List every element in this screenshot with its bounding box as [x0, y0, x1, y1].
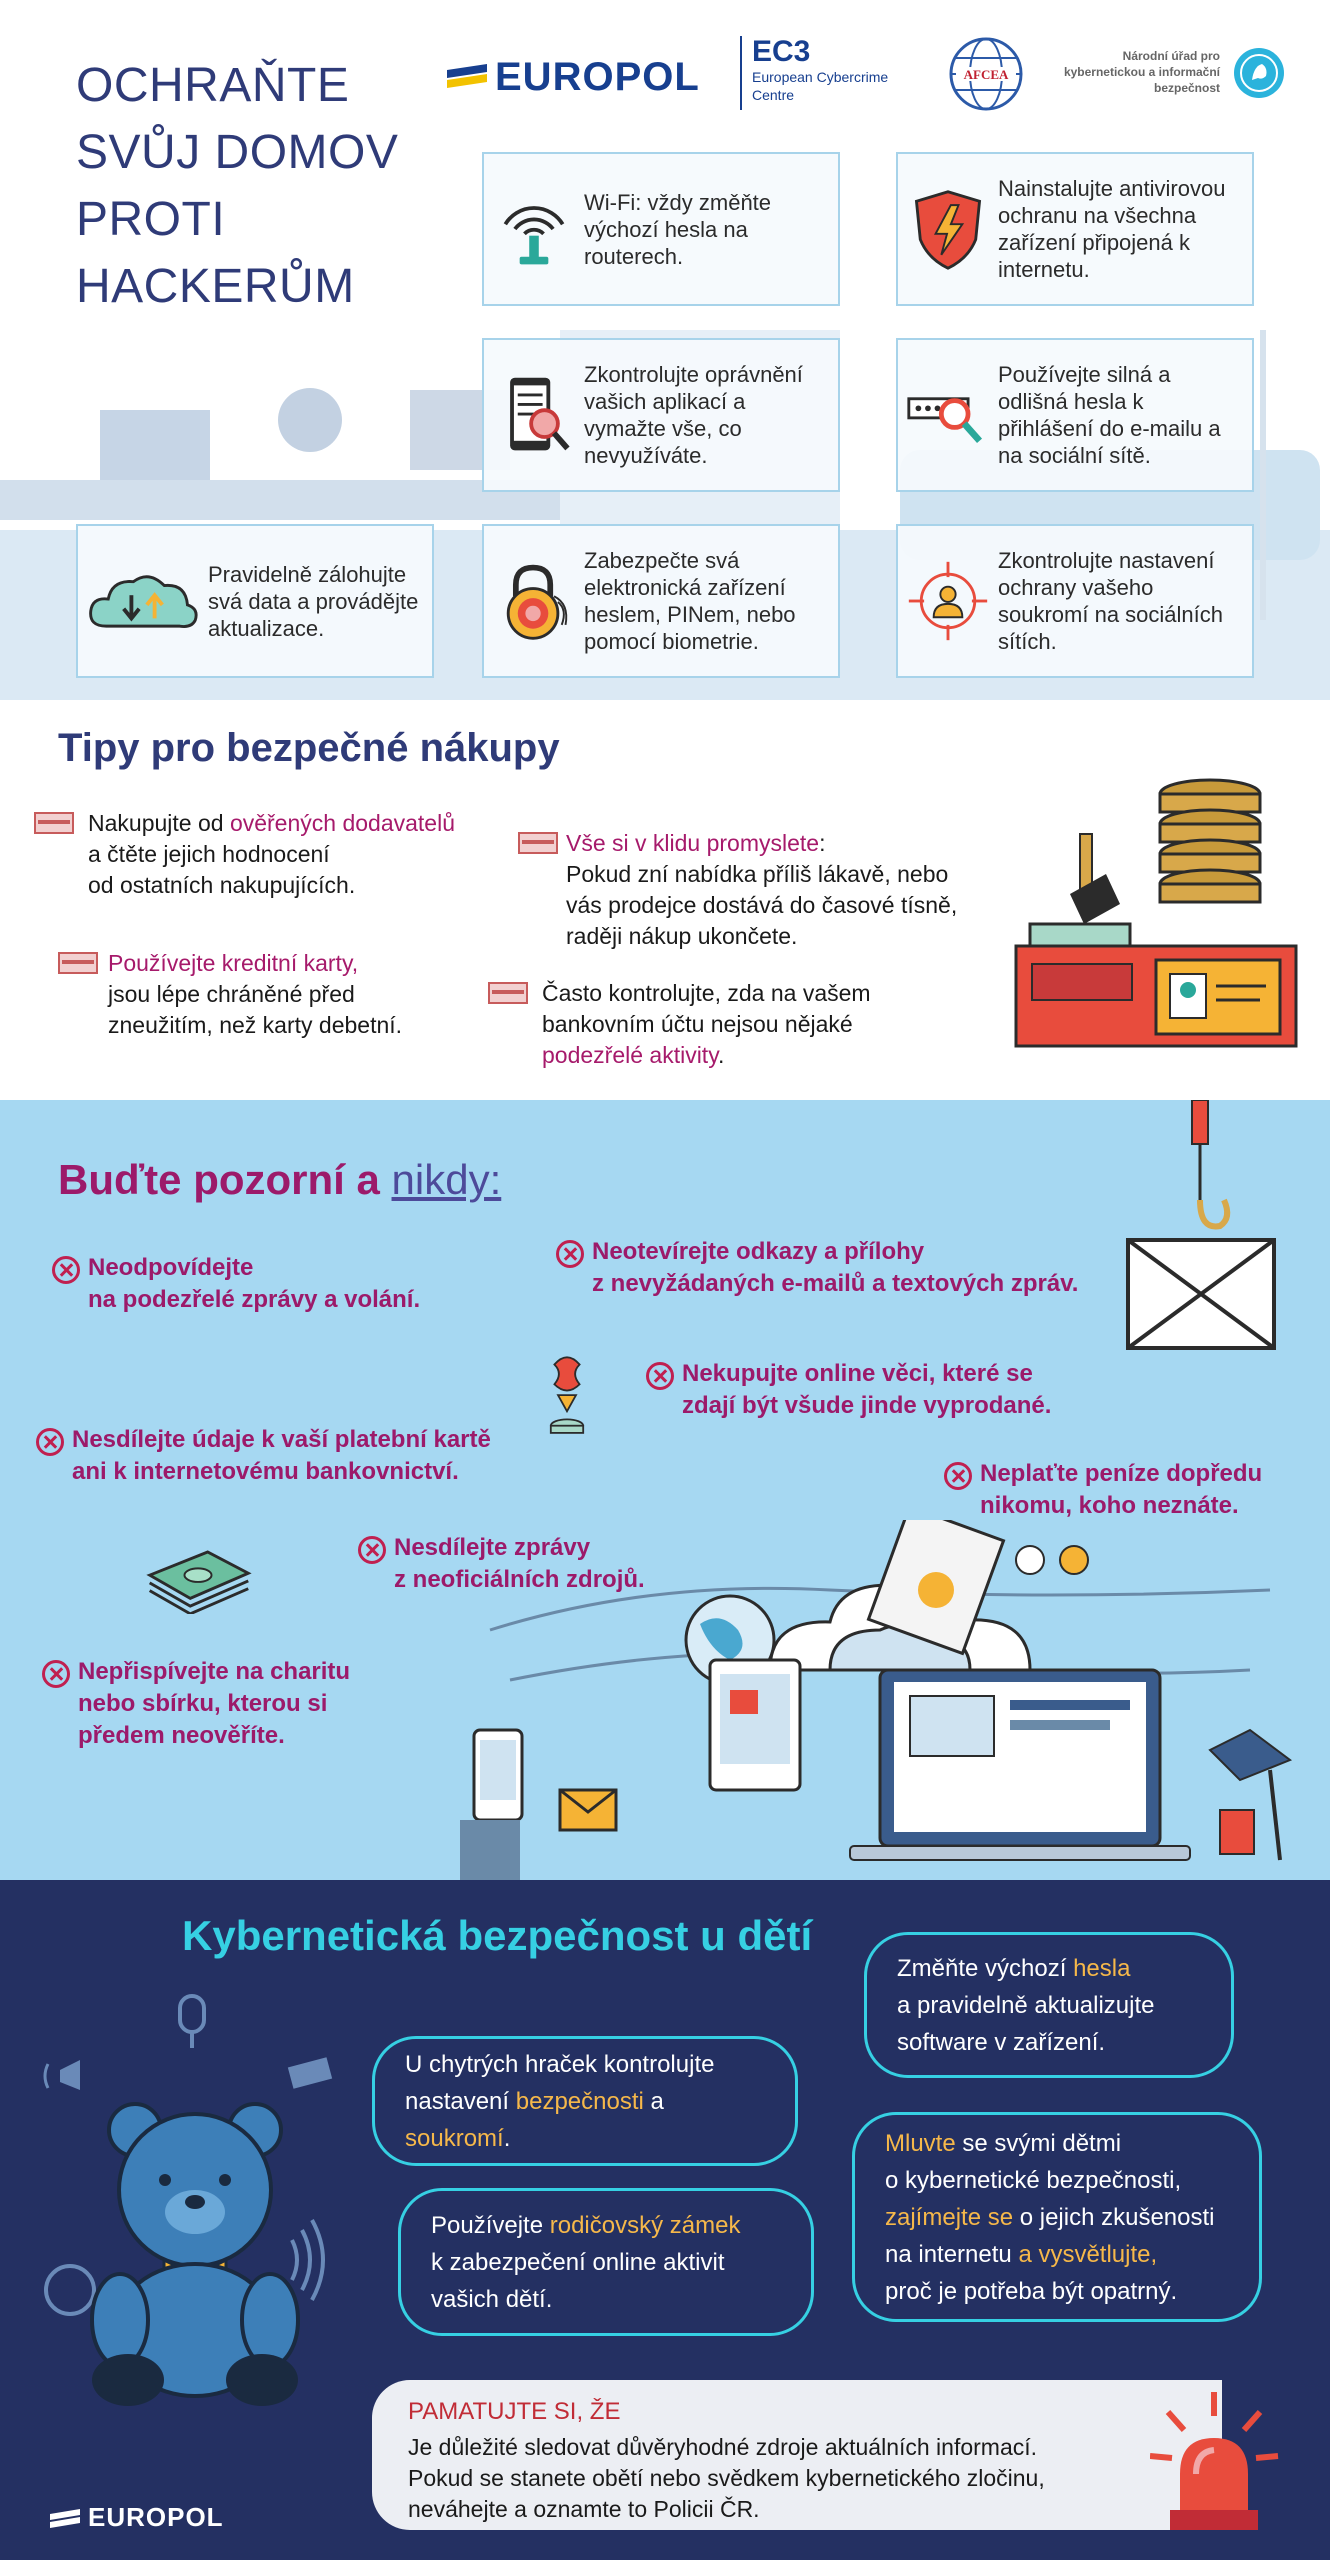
nukib-lion-icon — [1232, 46, 1286, 100]
bubble-text-d: vašich dětí. — [431, 2285, 553, 2313]
bubble-text-c: a pravidelně aktualizujte — [897, 1991, 1155, 2019]
warning-line-2: z nevyžádaných e-mailů a textových zpráv. — [592, 1270, 1079, 1297]
tip-smart-toys — [372, 2036, 798, 2166]
europol-flag-icon — [445, 62, 489, 92]
teddy-bear-illustration — [40, 1990, 360, 2410]
bubble-text-d: a — [643, 2087, 664, 2115]
bubble-text-a: Používejte — [431, 2211, 550, 2239]
warning-line-1: Nesdílejte údaje k vaší platební kartě — [72, 1426, 491, 1453]
tip-highlight: Vše si v klidu promyslete — [566, 830, 820, 856]
be-careful-section — [0, 1100, 1330, 1880]
tip-text-d: od ostatních nakupujících. — [88, 872, 356, 898]
warning-unverified-charity — [42, 1656, 350, 1752]
tip-text-a: Často kontrolujte, zda na vašem — [542, 980, 871, 1006]
tip-parental-lock — [398, 2188, 814, 2336]
credit-card-icon — [488, 982, 528, 1004]
bubble-text-d: software v zařízení. — [897, 2028, 1106, 2056]
warning-line-2: na podezřelé zprávy a volání. — [88, 1286, 421, 1313]
antivirus-shield-icon — [905, 186, 991, 272]
warning-line-2: ani k internetovému bankovnictví. — [72, 1458, 459, 1485]
europol-wordmark: EUROPOL — [88, 2502, 224, 2532]
tip-text-b: : — [819, 830, 826, 856]
bubble-highlight: Mluvte — [885, 2129, 956, 2157]
warning-line-1: Neodpovídejte — [88, 1254, 254, 1281]
tip-text: Zkontrolujte oprávnění vašich aplikací a vymažte vše, co nevyužíváte. — [584, 362, 803, 468]
bubble-text-c: o kybernetické bezpečnosti, — [885, 2166, 1182, 2194]
password-magnifier-icon — [905, 372, 991, 458]
wifi-router-icon — [491, 186, 577, 272]
section-title: Tipy pro bezpečné nákupy — [58, 726, 560, 770]
afcea-label: AFCEA — [963, 67, 1009, 82]
bubble-text-f: na internetu — [885, 2240, 1019, 2268]
bubble-highlight: hesla — [1073, 1954, 1131, 1982]
warning-line-2: nikomu, koho neznáte. — [980, 1492, 1239, 1519]
tip-text: Používejte silná a odlišná hesla k přihlášení do e-mailu a na sociální sítě. — [998, 362, 1221, 468]
tip-text-d: vás prodejce dostává do časové tísně, — [566, 892, 958, 918]
home-protection-section — [0, 0, 1330, 700]
tip-highlight: podezřelé aktivity — [542, 1042, 718, 1068]
tip-strong-passwords — [896, 338, 1254, 492]
wallet-coins-illustration — [1010, 774, 1310, 1054]
tip-text-b: bankovním účtu nejsou nějaké — [542, 1011, 853, 1037]
tip-text: Pravidelně zálohujte svá data a provádějte aktualizace. — [208, 561, 419, 641]
footer-europol-logo — [48, 2502, 224, 2533]
shopping-tip-verified-sellers — [34, 808, 504, 901]
shopping-tip-credit-cards — [58, 948, 478, 1041]
ec3-subtitle: European Cybercrime Centre — [752, 69, 889, 103]
tip-privacy-settings — [896, 524, 1254, 678]
alarm-siren-icon — [1150, 2390, 1280, 2540]
prohibited-icon — [646, 1362, 674, 1390]
title-part-b: nikdy: — [391, 1156, 502, 1203]
lock-fingerprint-icon — [491, 558, 577, 644]
europol-wordmark: EUROPOL — [495, 54, 700, 99]
bubble-highlight: soukromí — [405, 2124, 504, 2152]
europol-flag-icon — [48, 2507, 82, 2529]
prohibited-icon — [52, 1256, 80, 1284]
remember-line-3: neváhejte a oznamte to Policii ČR. — [408, 2496, 760, 2522]
tip-text: Nainstalujte antivirovou ochranu na všechna zařízení připojená k internetu. — [998, 176, 1226, 282]
tip-default-passwords — [864, 1932, 1234, 2078]
bubble-text-e: o jejich zkušenosti — [1013, 2203, 1215, 2231]
bubble-highlight: a vysvětlujte, — [1018, 2240, 1158, 2268]
cloud-backup-icon — [85, 562, 201, 640]
child-safety-section — [0, 1880, 1330, 2560]
devices-network-illustration — [450, 1520, 1330, 1880]
bubble-text-b: nastavení — [405, 2087, 516, 2115]
phishing-envelope-icon — [1120, 1100, 1280, 1360]
profile-target-icon — [905, 558, 991, 644]
tip-text: Zabezpečte svá elektronická zařízení heslem, PINem, nebo pomocí biometrie. — [584, 548, 796, 654]
prohibited-icon — [42, 1660, 70, 1688]
shopping-tip-check-account — [488, 978, 968, 1071]
tip-antivirus — [896, 152, 1254, 306]
warning-suspicious-messages — [52, 1252, 420, 1316]
bait-hook-icon — [540, 1346, 594, 1446]
tip-text: Wi-Fi: vždy změňte výchozí hesla na routerech. — [584, 189, 772, 269]
tip-talk-with-children — [852, 2112, 1262, 2322]
ec3-title: EC3 — [752, 35, 811, 68]
warning-sold-out-items — [646, 1358, 1051, 1422]
warning-line-3: předem neověříte. — [78, 1722, 285, 1749]
remember-line-2: Pokud se stanete obětí nebo svědkem kybernetického zločinu, — [408, 2465, 1045, 2491]
page-title: OCHRAŇTE SVŮJ DOMOV PROTI HACKERŮM — [76, 59, 399, 313]
europol-logo — [445, 52, 700, 102]
prohibited-icon — [556, 1240, 584, 1268]
warning-links-attachments — [556, 1236, 1078, 1300]
bubble-highlight: bezpečnosti — [515, 2087, 644, 2115]
tip-text: Zkontrolujte nastavení ochrany vašeho soukromí na sociálních sítích. — [998, 548, 1223, 654]
bubble-text-f: . — [503, 2124, 511, 2152]
tip-text-d: . — [718, 1042, 725, 1068]
warning-line-1: Nekupujte online věci, které se — [682, 1360, 1033, 1387]
tip-highlight: ověřených dodavatelů — [229, 810, 455, 836]
banknotes-icon — [140, 1546, 256, 1614]
credit-card-icon — [518, 832, 558, 854]
remember-title: PAMATUJTE SI, ŽE — [408, 2398, 621, 2425]
bubble-text-h: proč je potřeba být opatrný. — [885, 2277, 1178, 2305]
safe-shopping-section — [0, 700, 1330, 1100]
prohibited-icon — [944, 1462, 972, 1490]
warning-line-1: Nesdílejte zprávy — [394, 1534, 591, 1561]
warning-line-1: Neotevírejte odkazy a přílohy — [592, 1238, 925, 1265]
section-title: Kybernetická bezpečnost u dětí — [182, 1912, 813, 1959]
prohibited-icon — [358, 1536, 386, 1564]
tip-text-c: a čtěte jejich hodnocení — [88, 841, 330, 867]
warning-line-1: Neplaťte peníze dopředu — [980, 1460, 1263, 1487]
remember-line-1: Je důležité sledovat důvěryhodné zdroje aktuálních informací. — [408, 2434, 1038, 2460]
remember-box — [372, 2380, 1222, 2530]
tip-text-b: jsou lépe chráněné před — [108, 981, 355, 1007]
shopping-tip-think-calmly — [518, 828, 1038, 952]
tip-text-e: raději nákup ukončete. — [566, 923, 798, 949]
section-title — [58, 1156, 501, 1204]
warning-line-2: nebo sbírku, kterou si — [78, 1690, 328, 1717]
title-part-a: Buďte pozorní a — [58, 1156, 392, 1203]
bubble-text-a: U chytrých hraček kontrolujte — [405, 2050, 715, 2078]
tip-text-c: zneužitím, než karty debetní. — [108, 1012, 403, 1038]
bubble-highlight: zajímejte se — [885, 2203, 1014, 2231]
tip-highlight: Používejte kreditní karty, — [108, 950, 359, 976]
bubble-text-b: se svými dětmi — [955, 2129, 1122, 2157]
afcea-globe-logo — [948, 36, 1024, 112]
tip-wifi-router — [482, 152, 840, 306]
ec3-logo — [740, 36, 912, 110]
bubble-highlight: rodičovský zámek — [549, 2211, 741, 2239]
credit-card-icon — [58, 952, 98, 974]
warning-line-1: Nepřispívejte na charitu — [78, 1658, 351, 1685]
tip-app-permissions — [482, 338, 840, 492]
warning-card-details — [36, 1424, 491, 1488]
bubble-text-c: k zabezpečení online aktivit — [431, 2248, 725, 2276]
tip-text-a: Nakupujte od — [88, 810, 230, 836]
warning-advance-payment — [944, 1458, 1262, 1522]
credit-card-icon — [34, 812, 74, 834]
prohibited-icon — [36, 1428, 64, 1456]
warning-line-2: zdají být všude jinde vyprodané. — [682, 1392, 1052, 1419]
tip-text-c: Pokud zní nabídka příliš lákavě, nebo — [566, 861, 949, 887]
tip-backup — [76, 524, 434, 678]
nukib-logo-text: Národní úřad pro kybernetickou a informační bezpečnost — [1063, 49, 1220, 95]
tip-device-lock — [482, 524, 840, 678]
phone-magnifier-icon — [491, 372, 577, 458]
warning-line-2: z neoficiálních zdrojů. — [394, 1566, 645, 1593]
bubble-text-a: Změňte výchozí — [897, 1954, 1074, 1982]
